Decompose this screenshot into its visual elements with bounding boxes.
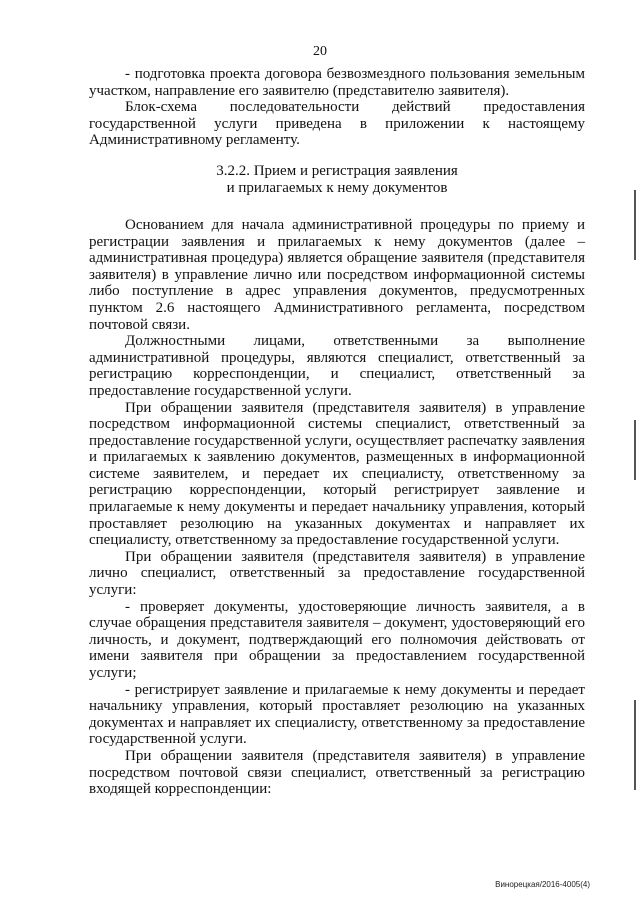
paragraph-4: При обращении заявителя (представителя заявителя) в управление лично специалист, ответственный за предоставление государственной услуги: bbox=[89, 548, 585, 599]
page-number: 20 bbox=[313, 44, 327, 59]
section-heading-line-2: и прилагаемых к нему документов bbox=[226, 179, 448, 196]
paragraph-3: При обращении заявителя (представителя заявителя) в управление посредством информационной системы специалист, ответственный за предоставление государственной услуги, осуществляет распечатку заявления и прилагаемых к заявлению документов, размещенных в информационной системе заявителем, и передает их специалисту, ответственному за регистрацию корреспонденции, который регистрирует заявление и прилагаемые к нему документы и передает начальнику управления, который проставляет резолюцию на указанных документах и направляет их специалисту, ответственному за предоставление государственной услуги. bbox=[89, 399, 585, 549]
paragraph-top-1: - подготовка проекта договора безвозмездного пользования земельным участком, направление его заявителю (представителю заявителя). bbox=[89, 66, 585, 99]
paragraph-6: - регистрирует заявление и прилагаемые к нему документы и передает начальнику управления, который проставляет резолюцию на указанных документах и направляет их специалисту, ответственному за предоставление государственной услуги. bbox=[89, 681, 585, 748]
section-heading-line-1: 3.2.2. Прием и регистрация заявления bbox=[216, 162, 458, 179]
document-body bbox=[89, 66, 585, 798]
paragraph-top-2: Блок-схема последовательности действий предоставления государственной услуги приведена в приложении к настоящему Административному регламенту. bbox=[89, 99, 585, 149]
paragraph-5: - проверяет документы, удостоверяющие личность заявителя, а в случае обращения представителя заявителя – документ, удостоверяющий его личность, и документ, подтверждающий его полномочия действовать от имени заявителя при обращении за предоставлением государственной услуги; bbox=[89, 598, 585, 681]
scan-edge-mark bbox=[634, 190, 636, 260]
scan-edge-mark bbox=[634, 700, 636, 790]
scan-edge-mark bbox=[634, 420, 636, 480]
paragraph-7: При обращении заявителя (представителя заявителя) в управление посредством почтовой связи специалист, ответственный за регистрацию входящей корреспонденции: bbox=[89, 747, 585, 798]
paragraph-1: Основанием для начала административной процедуры по приему и регистрации заявления и прилагаемых к нему документов (далее – административная процедура) является обращение заявителя (представителя заявителя) в управление лично или посредством информационной системы либо поступление в адрес управления документов, предусмотренных пунктом 2.6 настоящего Административного регламента, посредством почтовой связи. bbox=[89, 216, 585, 333]
section-heading bbox=[89, 163, 585, 197]
document-footer-code: Винорецкая/2016-4005(4) bbox=[495, 880, 590, 889]
paragraph-2: Должностными лицами, ответственными за выполнение административной процедуры, являются специалист, ответственный за регистрацию корреспонденции, и специалист, ответственный за предоставление государственной услуги. bbox=[89, 333, 585, 399]
